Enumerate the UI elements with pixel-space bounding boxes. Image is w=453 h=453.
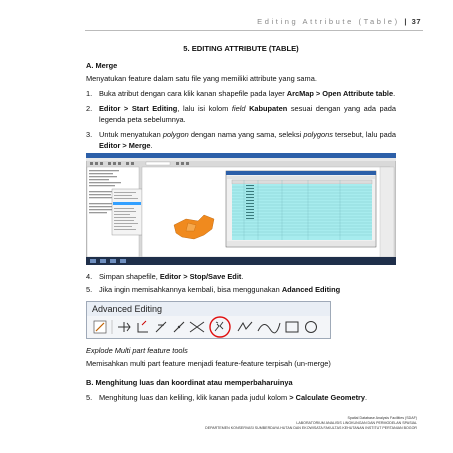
- step-4: 4. Simpan shapefile, Editor > Stop/Save Edit.: [86, 272, 244, 281]
- running-title: Editing Attribute (Table): [257, 17, 400, 26]
- page-footer: [205, 416, 417, 431]
- step-b-5: 5. Menghitung luas dan keliling, klik kanan pada judul kolom > Calculate Geometry.: [86, 393, 368, 402]
- footer-line-2: LABORATORIUM ANALISIS LINGKUNGAN DAN PERMODELAN SPASIAL: [296, 421, 417, 425]
- footer-line-1: Spatial Database Analysis Facilities (SDAF): [347, 416, 417, 420]
- page-number: 37: [411, 17, 421, 26]
- section-title: 5. EDITING ATTRIBUTE (TABLE): [183, 44, 299, 53]
- subsection-b-heading: B. Menghitung luas dan koordinat atau memperbaharuinya: [86, 378, 293, 387]
- step-3: 3. Untuk menyatukan polygon dengan nama yang sama, seleksi polygons tersebut, lalu pada Editor > Merge.: [86, 130, 396, 150]
- header-rule: [85, 30, 423, 31]
- arcmap-screenshot: [86, 153, 396, 268]
- edit-tool-icon: [94, 321, 106, 333]
- step-2: 2. Editor > Start Editing, lalu isi kolom field Kabupaten sesuai dengan yang ada pada legenda peta sebelumnya.: [86, 104, 396, 124]
- explode-description: Memisahkan multi part feature menjadi feature-feature terpisah (un-merge): [86, 359, 331, 368]
- intro-text: Menyatukan feature dalam satu file yang memiliki attribute yang sama.: [86, 74, 317, 83]
- footer-line-3: DEPARTEMEN KONSERVASI SUMBERDAYA HUTAN DAN EKOWISATA FAKULTAS KEHUTANAN INSTITUT PERTANIAN BOGOR: [205, 426, 417, 430]
- page-header: [257, 17, 421, 26]
- step-5: 5. Jika ingin memisahkannya kembali, bisa menggunakan Adanced Editing: [86, 285, 341, 294]
- page-content: [86, 43, 396, 403]
- header-separator: |: [404, 17, 407, 26]
- toolbar-title: Advanced Editing: [92, 304, 163, 314]
- advanced-editing-toolbar-image: [86, 301, 396, 342]
- arcmap-screenshot-image: [86, 153, 396, 265]
- step-1: 1. Buka atribut dengan cara klik kanan shapefile pada layer ArcMap > Open Attribute table.: [86, 89, 396, 98]
- subsection-a-heading: A. Merge: [86, 61, 118, 70]
- explode-caption: Explode Multi part feature tools: [86, 346, 188, 355]
